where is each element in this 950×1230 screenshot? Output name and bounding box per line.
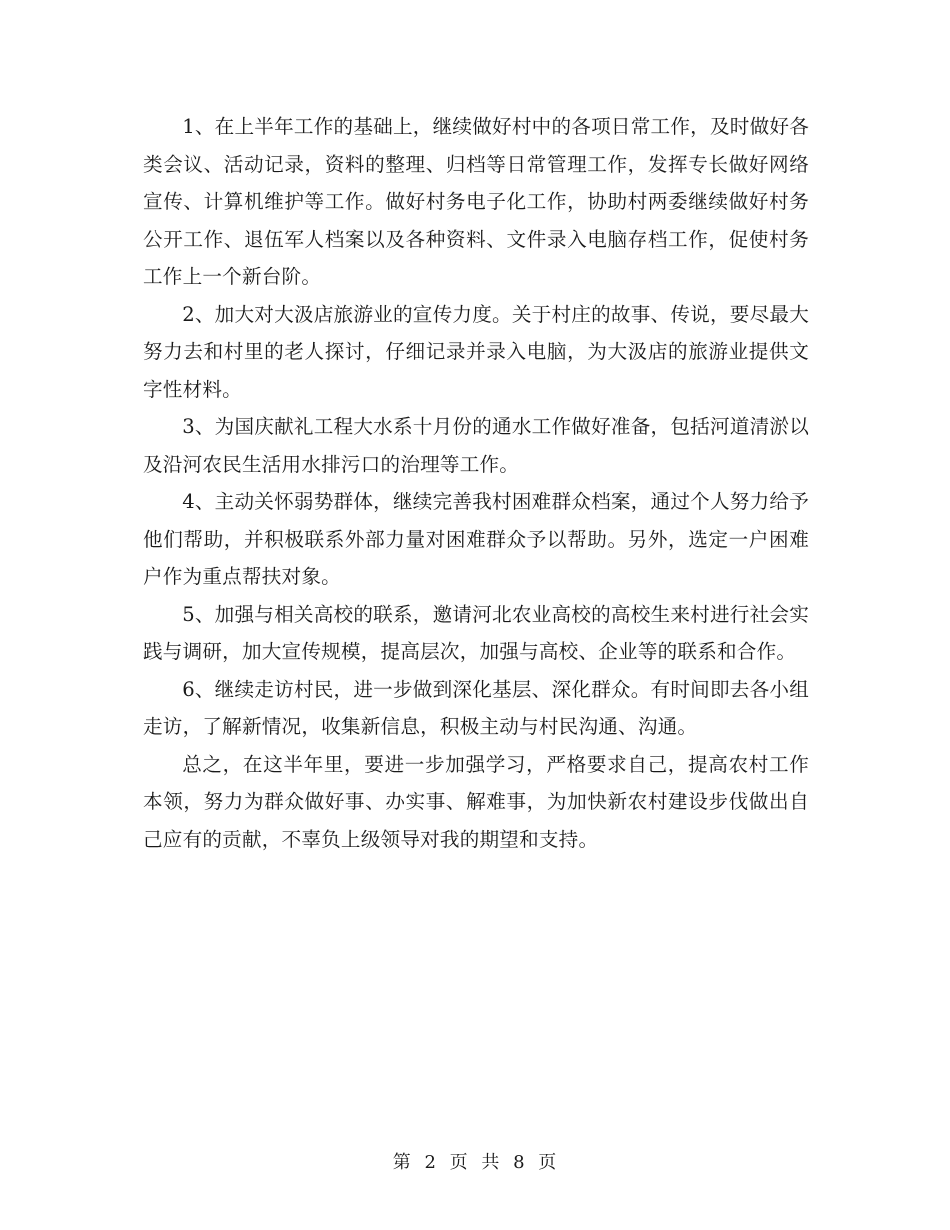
paragraph-item-6: 6、继续走访村民，进一步做到深化基层、深化群众。有时间即去各小组走访，了解新情况，收集新信息，积极主动与村民沟通、沟通。 [143, 677, 809, 738]
paragraph-summary: 总之，在这半年里，要进一步加强学习，严格要求自己，提高农村工作本领，努力为群众做好事、办实事、解难事，为加快新农村建设步伐做出自己应有的贡献，不辜负上级领导对我的期望和支持。 [143, 752, 809, 851]
paragraph-item-3: 3、为国庆献礼工程大水系十月份的通水工作做好准备，包括河道清淤以及沿河农民生活用水排污口的治理等工作。 [143, 415, 809, 476]
paragraph-item-4: 4、主动关怀弱势群体，继续完善我村困难群众档案，通过个人努力给予他们帮助，并积极联系外部力量对困难群众予以帮助。另外，选定一户困难户作为重点帮扶对象。 [143, 490, 809, 588]
document-body [143, 108, 809, 858]
paragraph-item-1: 1、在上半年工作的基础上，继续做好村中的各项日常工作，及时做好各类会议、活动记录，资料的整理、归档等日常管理工作，发挥专长做好网络宣传、计算机维护等工作。做好村务电子化工作，协助村两委继续做好村务公开工作、退伍军人档案以及各种资料、文件录入电脑存档工作，促使村务工作上一个新台阶。 [143, 115, 809, 288]
paragraph-item-5: 5、加强与相关高校的联系，邀请河北农业高校的高校生来村进行社会实践与调研，加大宣传规模，提高层次，加强与高校、企业等的联系和合作。 [143, 602, 809, 663]
page-number-footer: 第 2 页 共 8 页 [392, 1152, 558, 1173]
paragraph-item-2: 2、加大对大汲店旅游业的宣传力度。关于村庄的故事、传说，要尽最大努力去和村里的老人探讨，仔细记录并录入电脑，为大汲店的旅游业提供文字性材料。 [143, 302, 809, 401]
